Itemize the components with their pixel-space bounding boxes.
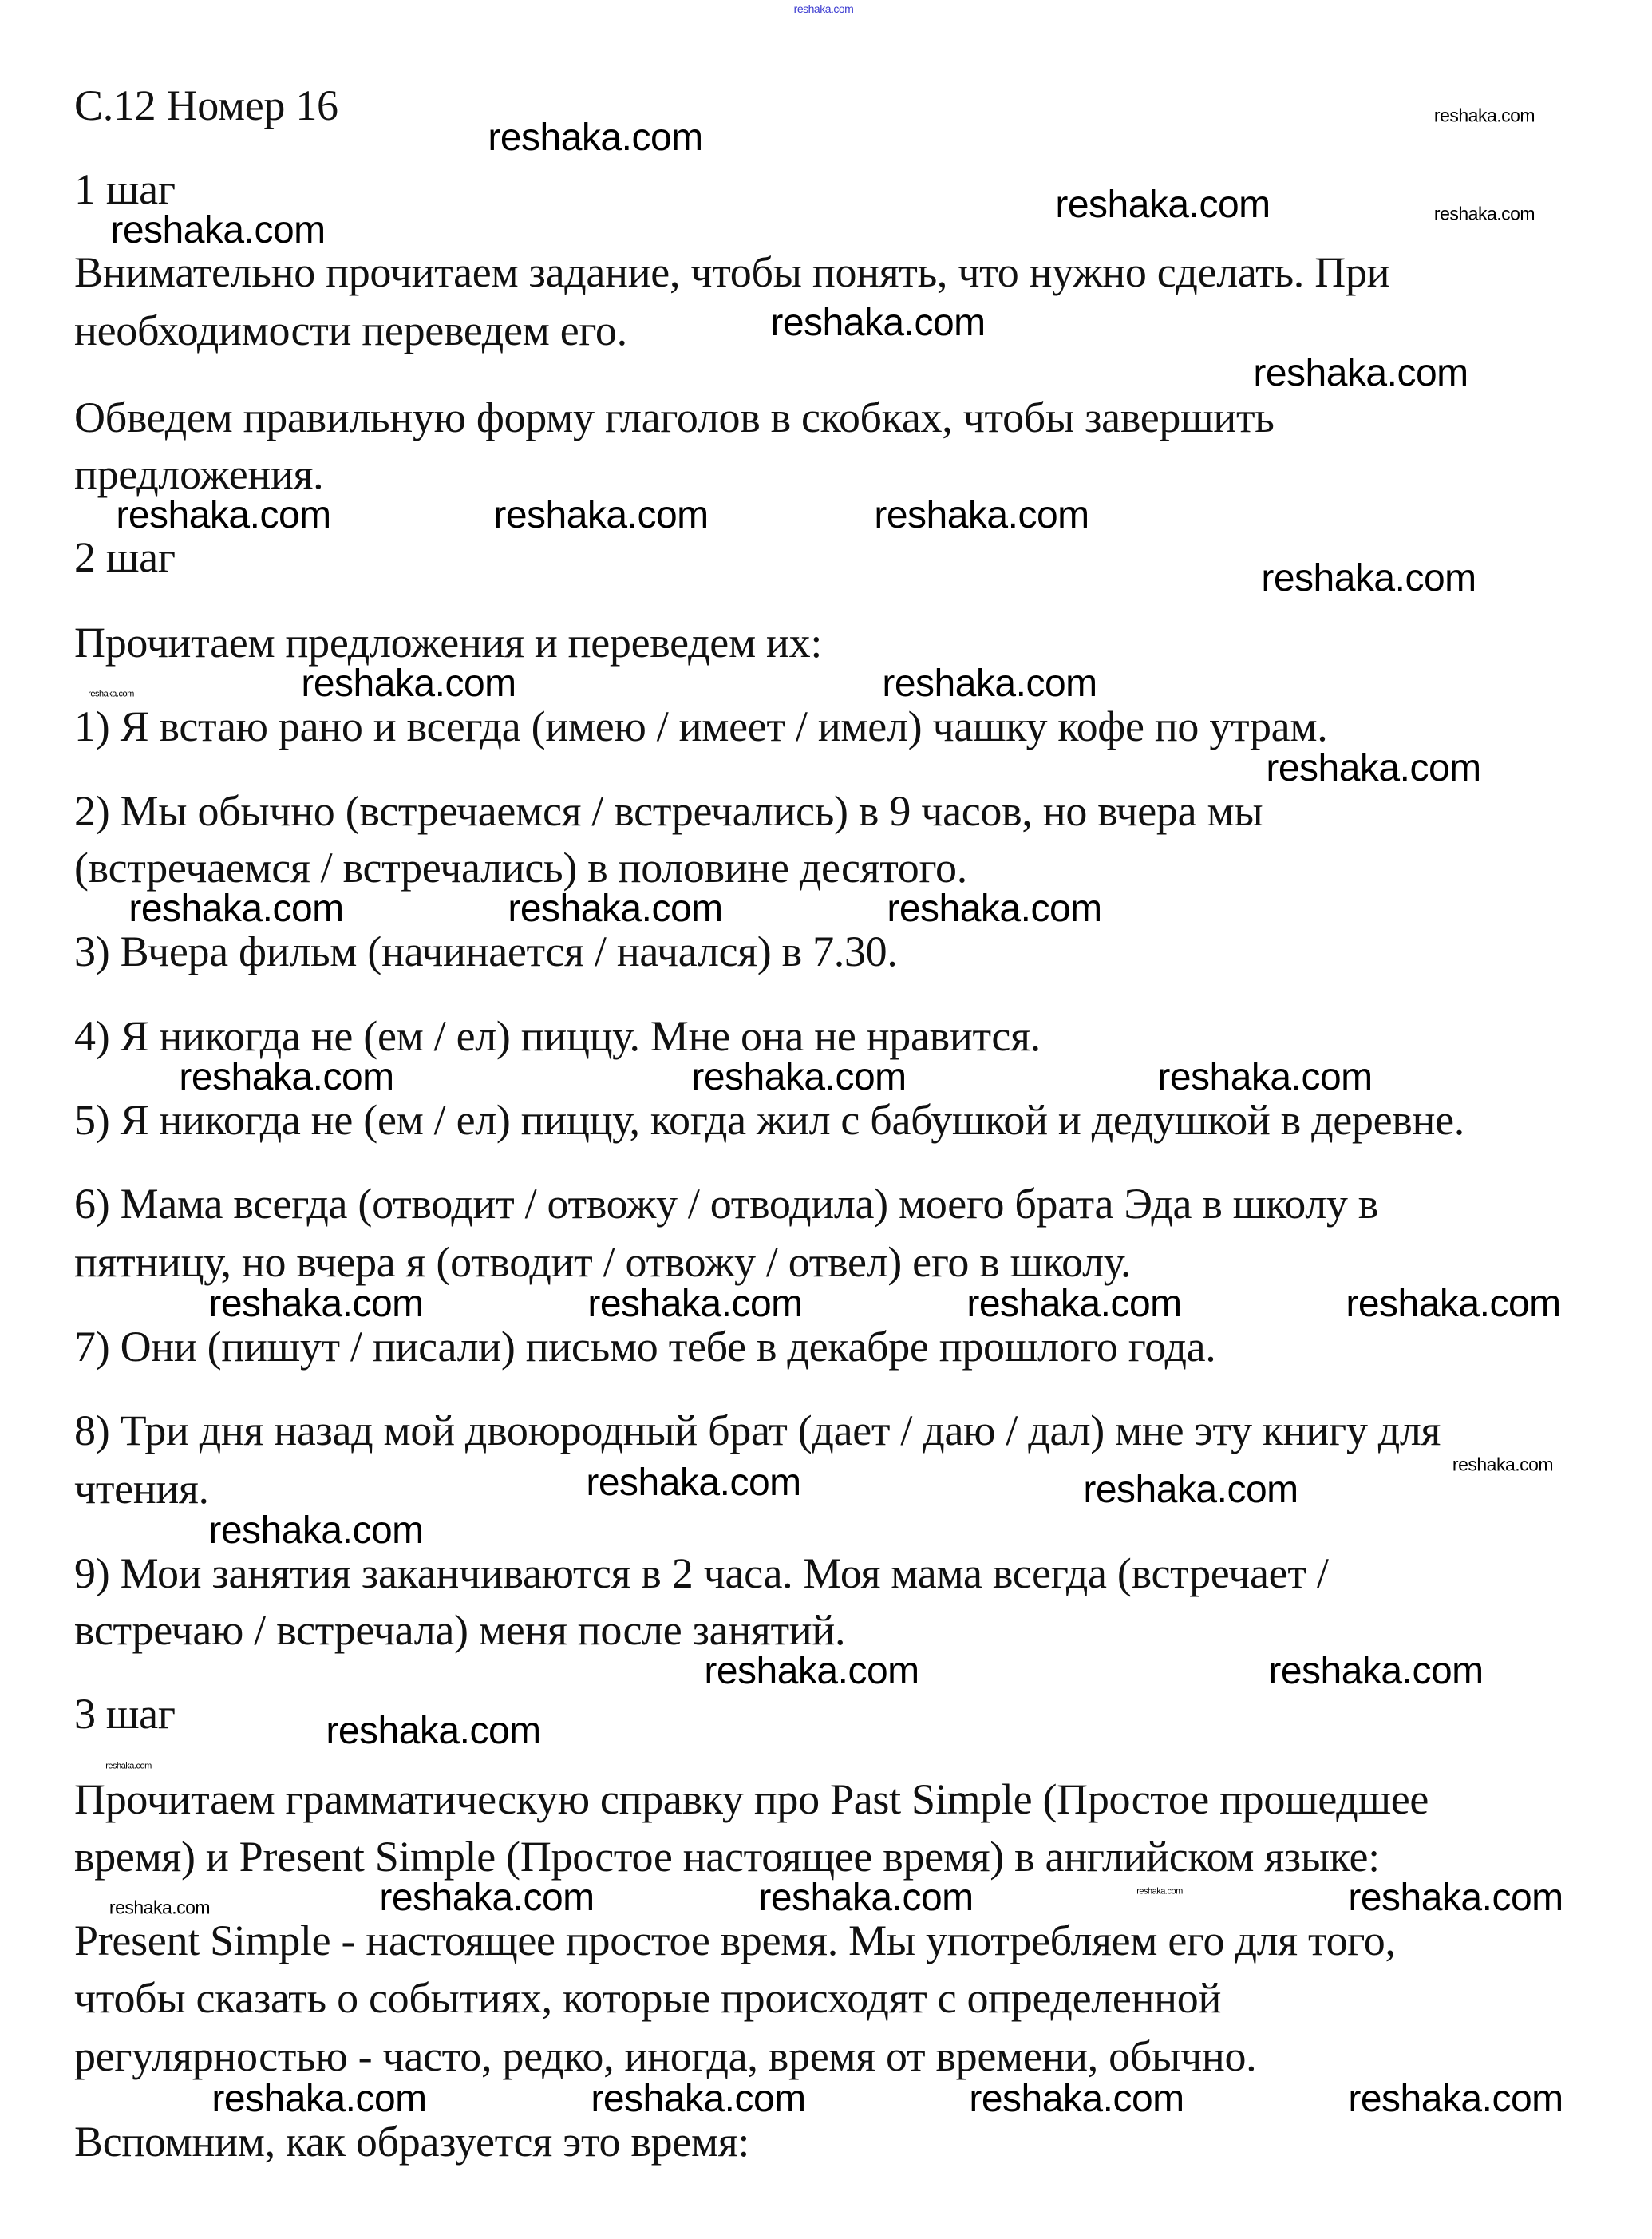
watermark: reshaka.com [211, 2078, 427, 2120]
watermark: reshaka.com [379, 1877, 595, 1919]
list-item: 2) Мы обычно (встречаемся / встречались) в 9 часов, но вчера мы [74, 787, 1263, 835]
watermark: reshaka.com [1157, 1056, 1373, 1098]
watermark: reshaka.com [591, 2078, 806, 2120]
list-item: 3) Вчера фильм (начинается / начался) в 7.30. [74, 928, 898, 975]
list-item: 1) Я встаю рано и всегда (имею / имеет / имел) чашку кофе по утрам. [74, 702, 1328, 750]
paragraph-line: Present Simple - настоящее простое время. Мы употребляем его для того, [74, 1917, 1396, 1964]
watermark: reshaka.com [1136, 1886, 1183, 1897]
watermark: reshaka.com [508, 888, 723, 930]
list-item: 7) Они (пишут / писали) письмо тебе в декабре прошлого года. [74, 1323, 1216, 1371]
watermark: reshaka.com [1433, 105, 1535, 126]
watermark: reshaka.com [793, 2, 854, 15]
list-item: 4) Я никогда не (ем / ел) пиццу. Мне она не нравится. [74, 1012, 1041, 1060]
step-2-title: 2 шаг [74, 533, 176, 581]
step-3-title: 3 шаг [74, 1690, 176, 1738]
watermark: reshaka.com [586, 1462, 801, 1504]
paragraph-line: Вспомним, как образуется это время: [74, 2118, 750, 2166]
watermark: reshaka.com [1083, 1469, 1298, 1511]
watermark: reshaka.com [1452, 1454, 1554, 1475]
list-item: 8) Три дня назад мой двоюродный брат (дает / даю / дал) мне эту книгу для [74, 1406, 1441, 1454]
watermark: reshaka.com [105, 1761, 152, 1771]
watermark: reshaka.com [116, 494, 331, 536]
list-item: 9) Мои занятия заканчиваются в 2 часа. Моя мама всегда (встречает / [74, 1549, 1329, 1597]
watermark: reshaka.com [969, 2078, 1184, 2120]
watermark: reshaka.com [1348, 1877, 1563, 1919]
watermark: reshaka.com [109, 1897, 211, 1918]
watermark: reshaka.com [691, 1056, 907, 1098]
watermark: reshaka.com [1346, 1283, 1561, 1325]
watermark: reshaka.com [110, 209, 326, 251]
paragraph-line: предложения. [74, 450, 324, 498]
watermark: reshaka.com [208, 1283, 424, 1325]
paragraph-line: регулярностью - часто, редко, иногда, время от времени, обычно. [74, 2032, 1257, 2080]
list-item: встречаю / встречала) меня после занятий. [74, 1606, 846, 1654]
watermark: reshaka.com [493, 494, 709, 536]
watermark: reshaka.com [874, 494, 1089, 536]
watermark: reshaka.com [887, 888, 1102, 930]
step-1-title: 1 шаг [74, 165, 176, 213]
list-item: пятницу, но вчера я (отводит / отвожу / отвел) его в школу. [74, 1238, 1132, 1286]
list-item: 6) Мама всегда (отводит / отвожу / отводила) моего брата Эда в школу в [74, 1180, 1378, 1228]
watermark: reshaka.com [966, 1283, 1182, 1325]
watermark: reshaka.com [587, 1283, 803, 1325]
watermark: reshaka.com [882, 663, 1097, 705]
watermark: reshaka.com [88, 689, 134, 699]
watermark: reshaka.com [179, 1056, 394, 1098]
watermark: reshaka.com [1055, 184, 1271, 226]
watermark: reshaka.com [1261, 557, 1476, 599]
watermark: reshaka.com [770, 302, 986, 344]
watermark: reshaka.com [1268, 1650, 1484, 1692]
list-item: чтения. [74, 1465, 209, 1513]
paragraph-line: Прочитаем предложения и переведем их: [74, 619, 823, 667]
paragraph-line: чтобы сказать о событиях, которые происходят с определенной [74, 1974, 1222, 2022]
paragraph-line: Прочитаем грамматическую справку про Past Simple (Простое прошедшее [74, 1775, 1429, 1823]
list-item: (встречаемся / встречались) в половине десятого. [74, 844, 967, 892]
watermark: reshaka.com [326, 1710, 541, 1752]
watermark: reshaka.com [488, 117, 703, 159]
watermark: reshaka.com [208, 1509, 424, 1552]
list-item: 5) Я никогда не (ем / ел) пиццу, когда жил с бабушкой и дедушкой в деревне. [74, 1096, 1464, 1144]
paragraph-line: необходимости переведем его. [74, 307, 627, 354]
watermark: reshaka.com [1266, 747, 1481, 789]
watermark: reshaka.com [1348, 2078, 1563, 2120]
watermark: reshaka.com [128, 888, 344, 930]
paragraph-line: Внимательно прочитаем задание, чтобы понять, что нужно сделать. При [74, 248, 1390, 296]
watermark: reshaka.com [301, 663, 516, 705]
watermark: reshaka.com [1433, 203, 1535, 224]
paragraph-line: Обведем правильную форму глаголов в скобках, чтобы завершить [74, 394, 1275, 441]
watermark: reshaka.com [704, 1650, 919, 1692]
watermark: reshaka.com [1253, 352, 1468, 394]
page-heading: С.12 Номер 16 [74, 81, 338, 129]
watermark: reshaka.com [758, 1877, 974, 1919]
paragraph-line: время) и Present Simple (Простое настоящее время) в английском языке: [74, 1833, 1380, 1881]
